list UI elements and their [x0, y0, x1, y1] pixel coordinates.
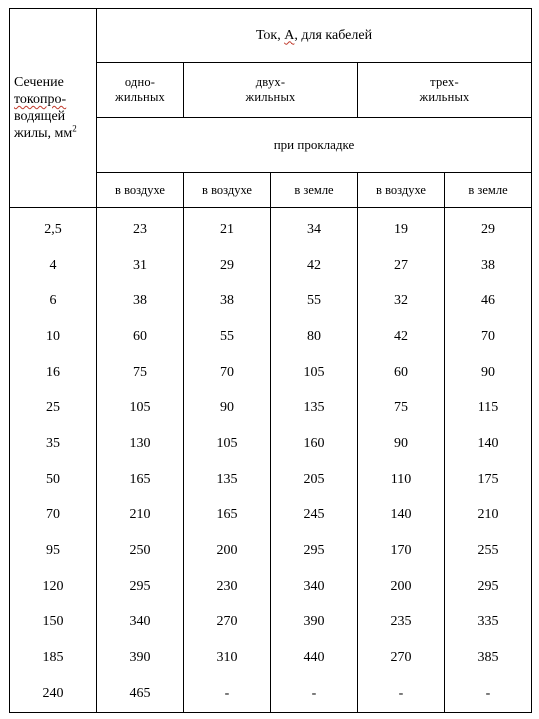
current-title-post: , для кабелей	[294, 27, 373, 43]
current-value-cell: 465	[97, 676, 184, 712]
current-value-cell: 140	[358, 498, 445, 534]
current-value-cell: 105	[271, 355, 358, 391]
sub-header-cell: в земле	[271, 173, 358, 208]
current-value-cell: 250	[97, 533, 184, 569]
current-value-cell: 135	[271, 390, 358, 426]
current-title-pre: Ток,	[255, 27, 285, 43]
current-value-cell: 340	[271, 569, 358, 605]
current-value-cell: 385	[445, 640, 532, 676]
single-core-line: одно-	[124, 75, 156, 89]
current-value-cell: 170	[358, 533, 445, 569]
table-row	[10, 208, 532, 248]
sub-header-cell: в воздухе	[358, 173, 445, 208]
cross-section-cell: 150	[10, 605, 97, 641]
three-core-header	[358, 63, 532, 118]
current-value-cell: 270	[184, 605, 271, 641]
current-value-cell: -	[445, 676, 532, 712]
current-value-cell: 105	[97, 390, 184, 426]
cross-section-cell: 35	[10, 426, 97, 462]
section-header	[10, 9, 97, 208]
section-header-line: жилы, мм	[14, 126, 73, 141]
current-value-cell: -	[358, 676, 445, 712]
single-core-line: жильных	[114, 90, 165, 104]
current-value-cell: 340	[97, 605, 184, 641]
current-value-cell: 55	[271, 283, 358, 319]
table-row	[10, 605, 532, 641]
section-header-line: водящей	[14, 109, 66, 124]
cross-section-cell: 120	[10, 569, 97, 605]
current-value-cell: 255	[445, 533, 532, 569]
section-header-superscript: 2	[72, 123, 77, 134]
table-row	[10, 533, 532, 569]
table-row	[10, 390, 532, 426]
table-row	[10, 248, 532, 284]
current-value-cell: 205	[271, 462, 358, 498]
current-value-cell: 310	[184, 640, 271, 676]
laying-header: при прокладке	[97, 118, 532, 173]
current-value-cell: 75	[358, 390, 445, 426]
current-value-cell: 105	[184, 426, 271, 462]
current-value-cell: 90	[184, 390, 271, 426]
table-row	[10, 319, 532, 355]
current-value-cell: 390	[271, 605, 358, 641]
table-row	[10, 283, 532, 319]
current-value-cell: 70	[184, 355, 271, 391]
cable-current-table-frame	[9, 8, 531, 712]
two-core-header	[184, 63, 358, 118]
sub-header-cell: в воздухе	[97, 173, 184, 208]
cross-section-cell: 185	[10, 640, 97, 676]
cross-section-cell: 95	[10, 533, 97, 569]
current-value-cell: 295	[271, 533, 358, 569]
sub-header-cell: в земле	[445, 173, 532, 208]
current-value-cell: 32	[358, 283, 445, 319]
current-value-cell: 38	[97, 283, 184, 319]
current-value-cell: 135	[184, 462, 271, 498]
two-core-line: жильных	[245, 90, 296, 104]
current-value-cell: 42	[271, 248, 358, 284]
cross-section-cell: 10	[10, 319, 97, 355]
current-value-cell: 31	[97, 248, 184, 284]
cross-section-cell: 70	[10, 498, 97, 534]
current-value-cell: 210	[97, 498, 184, 534]
current-value-cell: 390	[97, 640, 184, 676]
current-value-cell: 29	[184, 248, 271, 284]
current-title-unit: А	[284, 27, 295, 43]
cross-section-cell: 25	[10, 390, 97, 426]
table-body	[10, 208, 532, 713]
current-value-cell: 90	[445, 355, 532, 391]
current-value-cell: 38	[184, 283, 271, 319]
cross-section-cell: 16	[10, 355, 97, 391]
current-value-cell: 295	[97, 569, 184, 605]
table-row	[10, 569, 532, 605]
current-value-cell: 200	[184, 533, 271, 569]
cross-section-cell: 50	[10, 462, 97, 498]
cross-section-cell: 2,5	[10, 208, 97, 248]
current-value-cell: 160	[271, 426, 358, 462]
current-value-cell: 55	[184, 319, 271, 355]
current-value-cell: 60	[358, 355, 445, 391]
table-row	[10, 426, 532, 462]
section-header-line: Сечение	[14, 75, 64, 90]
current-value-cell: 42	[358, 319, 445, 355]
section-header-line: токопро-	[14, 92, 67, 107]
current-value-cell: 115	[445, 390, 532, 426]
cross-section-cell: 6	[10, 283, 97, 319]
current-value-cell: 75	[97, 355, 184, 391]
current-value-cell: 29	[445, 208, 532, 248]
current-value-cell: 245	[271, 498, 358, 534]
current-value-cell: 335	[445, 605, 532, 641]
current-value-cell: 140	[445, 426, 532, 462]
current-value-cell: 235	[358, 605, 445, 641]
current-value-cell: 110	[358, 462, 445, 498]
current-title-header	[97, 9, 532, 63]
sub-header-cell: в воздухе	[184, 173, 271, 208]
current-value-cell: 21	[184, 208, 271, 248]
current-value-cell: 270	[358, 640, 445, 676]
current-value-cell: 130	[97, 426, 184, 462]
table-row	[10, 676, 532, 712]
current-value-cell: 19	[358, 208, 445, 248]
current-value-cell: 165	[97, 462, 184, 498]
current-value-cell: 90	[358, 426, 445, 462]
current-value-cell: -	[184, 676, 271, 712]
current-value-cell: 70	[445, 319, 532, 355]
table-row	[10, 355, 532, 391]
cross-section-cell: 4	[10, 248, 97, 284]
three-core-line: трех-	[430, 75, 459, 89]
table-header	[10, 9, 532, 208]
table-row	[10, 462, 532, 498]
current-value-cell: 80	[271, 319, 358, 355]
current-value-cell: -	[271, 676, 358, 712]
current-value-cell: 60	[97, 319, 184, 355]
three-core-line: жильных	[419, 90, 470, 104]
current-value-cell: 210	[445, 498, 532, 534]
current-value-cell: 46	[445, 283, 532, 319]
table-row	[10, 640, 532, 676]
current-value-cell: 230	[184, 569, 271, 605]
current-value-cell: 440	[271, 640, 358, 676]
cross-section-cell: 240	[10, 676, 97, 712]
two-core-line: двух-	[255, 75, 286, 89]
table-row	[10, 498, 532, 534]
current-value-cell: 38	[445, 248, 532, 284]
current-value-cell: 295	[445, 569, 532, 605]
current-value-cell: 34	[271, 208, 358, 248]
current-value-cell: 200	[358, 569, 445, 605]
current-value-cell: 27	[358, 248, 445, 284]
current-value-cell: 175	[445, 462, 532, 498]
current-value-cell: 165	[184, 498, 271, 534]
cable-current-table	[9, 8, 532, 713]
single-core-header	[97, 63, 184, 118]
current-value-cell: 23	[97, 208, 184, 248]
